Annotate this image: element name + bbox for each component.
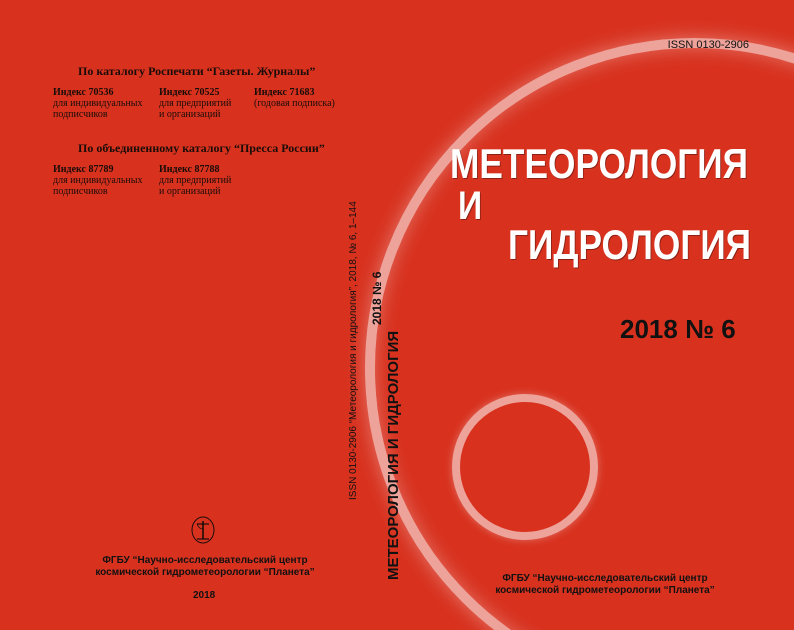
index-number: Индекс 70525: [159, 87, 220, 98]
index-number: Индекс 87788: [159, 164, 220, 175]
front-issn: ISSN 0130-2906: [667, 39, 749, 51]
publisher-line: ФГБУ “Научно-исследовательский центр: [102, 555, 308, 566]
index-desc: для предприятий: [159, 98, 232, 109]
publisher-line: ФГБУ “Научно-исследовательский центр: [502, 573, 708, 584]
catalog1-index-3: [254, 87, 335, 109]
catalog2-index-1: [53, 164, 143, 197]
catalog1-title: По каталогу Роспечати “Газеты. Журналы”: [78, 64, 316, 78]
index-desc: подписчиков: [53, 186, 108, 197]
title-meteorology: МЕТЕОРОЛОГИЯ: [450, 140, 748, 187]
small-ring-decoration: [452, 394, 598, 540]
index-desc: и организаций: [159, 109, 221, 120]
publisher-line: космической гидрометеорологии “Планета”: [95, 567, 315, 578]
publisher-line: космической гидрометеорологии “Планета”: [495, 585, 715, 596]
title-hydrology: ГИДРОЛОГИЯ: [508, 221, 752, 268]
index-desc: для индивидуальных: [53, 98, 143, 109]
back-year: 2018: [193, 590, 216, 601]
catalog2-title: По объединенному каталогу “Пресса России”: [78, 141, 325, 155]
index-number: Индекс 70536: [53, 87, 114, 98]
back-publisher: [30, 555, 380, 579]
front-issue: 2018 № 6: [620, 314, 736, 344]
index-desc: и организаций: [159, 186, 221, 197]
catalog1-index-1: [53, 87, 143, 120]
spine-citation: ISSN 0130-2906 “Метеорология и гидрология”, 2018, № 6, 1–144: [348, 201, 359, 500]
spine-issue: 2018 № 6: [370, 271, 384, 325]
publisher-logo-icon: [189, 515, 217, 545]
index-desc: для предприятий: [159, 175, 232, 186]
spine-title: МЕТЕОРОЛОГИЯ И ГИДРОЛОГИЯ: [385, 330, 402, 580]
catalog2-index-2: [159, 164, 231, 197]
index-number: Индекс 71683: [254, 87, 315, 98]
index-number: Индекс 87789: [53, 164, 114, 175]
front-publisher: [440, 573, 770, 597]
title-and: И: [458, 184, 483, 228]
catalog1-index-2: [159, 87, 231, 120]
index-desc: подписчиков: [53, 109, 108, 120]
index-desc: для индивидуальных: [53, 175, 143, 186]
index-desc: (годовая подписка): [254, 98, 335, 109]
